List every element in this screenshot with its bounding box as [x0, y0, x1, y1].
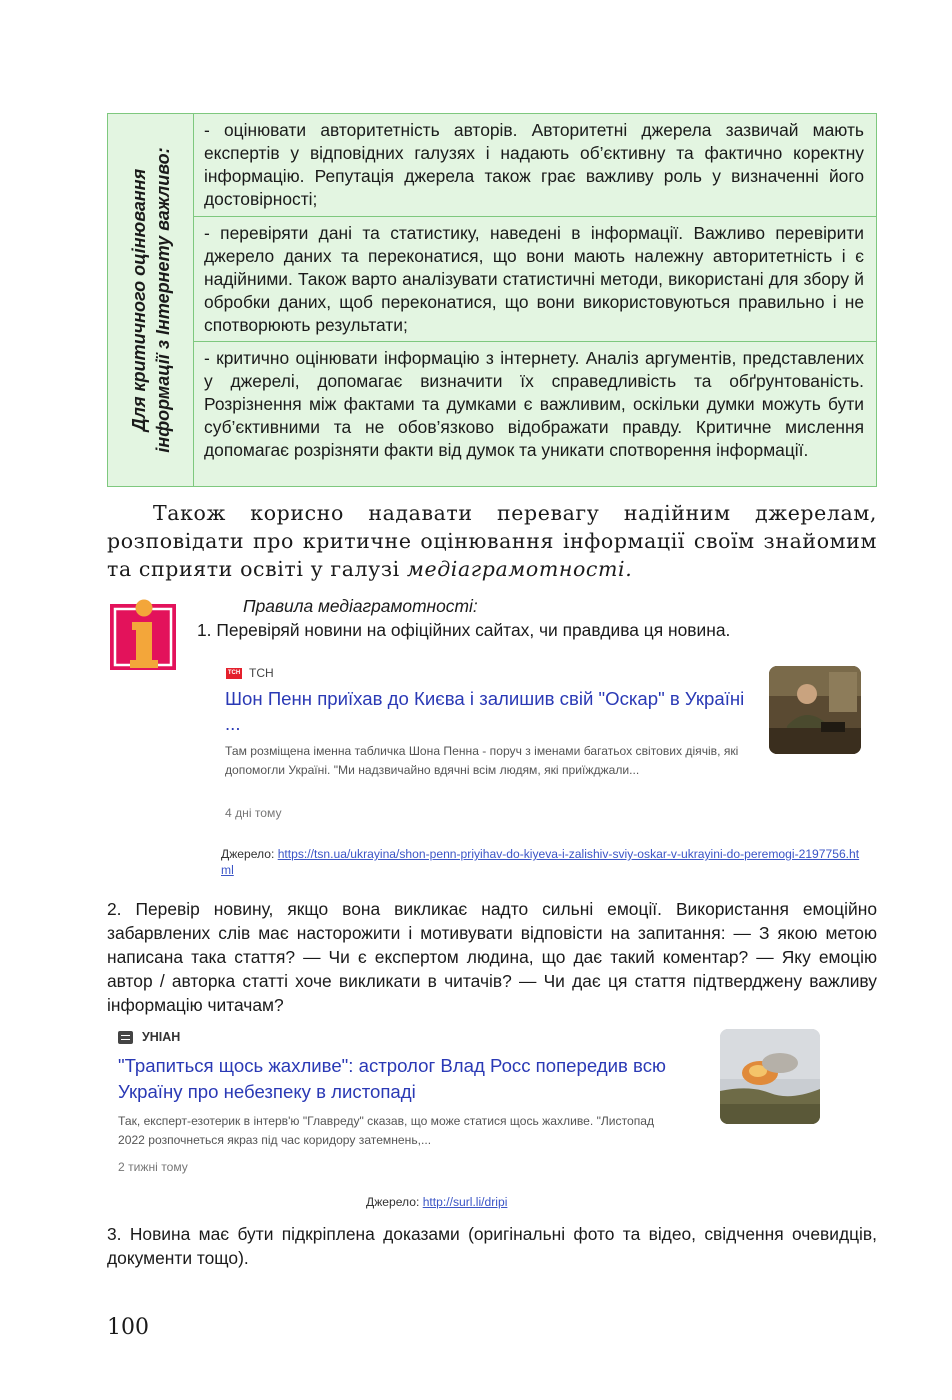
news-source: УНІАН [142, 1030, 181, 1044]
table-side-header [108, 114, 194, 486]
news-thumbnail-image[interactable] [720, 1029, 820, 1124]
paragraph-emphasis: медіаграмотності. [406, 557, 633, 581]
news-time: 2 тижні тому [118, 1160, 188, 1174]
rule-1: 1. Перевіряй новини на офіційних сайтах, чи правдива ця новина. [197, 620, 731, 640]
news-thumbnail-image[interactable] [769, 666, 861, 754]
tsn-logo-icon: ТСН [226, 668, 242, 679]
table-row: - оцінювати авторитетність авторів. Авторитетні джерела зазвичай мають експертів у відповідних галузях і надають об’єктивну та фактично коректну інформацію. Репутація джерела також грає важливу роль у визначенні його достовірності; [194, 114, 876, 217]
body-paragraph [107, 499, 877, 583]
source-label: Джерело: [221, 847, 278, 861]
source-url-link[interactable]: http://surl.li/dripi [422, 1195, 508, 1209]
table-side-label: Для критичного оцінювання інформації з Інтернету важливо: [128, 147, 173, 453]
news-title-link[interactable]: Шон Пенн приїхав до Києва і залишив свій "Оскар" в Україні ... [225, 688, 745, 734]
unian-logo-icon [118, 1031, 133, 1044]
news-source: ТСН [249, 666, 274, 680]
news-snippet: Там розміщена іменна табличка Шона Пенна - поруч з іменами багатьох світових діячів, які допомогли Україні. "Ми надзвичайно вдячні всім людям, які приїжджали... [225, 744, 739, 777]
table-rows [194, 114, 876, 486]
page-number: 100 [107, 1315, 149, 1340]
info-icon [110, 598, 176, 672]
news-source-row [118, 1030, 180, 1044]
table-row: - критично оцінювати інформацію з інтернету. Аналіз аргументів, представлених у джерелі, допомагає визначити їх справедливість та обґрунтованість. Розрізнення між фактами та думками є важливим, оскільки думки можуть бути суб’єктивними та не обов’язково відображати правду. Критичне мислення допомагає розрізняти факти від думок та уникати спотворення інформації. [204, 348, 864, 460]
news-title-link[interactable]: "Трапиться щось жахливе": астролог Влад Росс попередив всю Україну про небезпеку в листопаді [118, 1055, 666, 1102]
news-source-note [221, 846, 861, 878]
table-row: - перевіряти дані та статистику, наведені в інформації. Важливо перевірити джерело даних та переконатися, що вони мають належну авторитетність і є надійними. Також варто аналізувати статистичні методи, використані для збору й обробки даних, щоб переконатися, що вони використовуються правильно і не спотворюють результати; [194, 217, 876, 342]
news-source-row [226, 666, 274, 680]
rule-2: 2. Перевір новину, якщо вона викликає надто сильні емоції. Використання емоційно забарвлених слів має насторожити і мотивувати відповісти на запитання: — З якою метою написана така стаття? — Чи є експертом людина, що дає такий коментар? — Яку емоцію автор / авторка статті хоче викликати в читачів? — Чи дає ця стаття підтверджену важливу інформацію читачам? [107, 899, 877, 1015]
news-snippet: Так, експерт-езотерик в інтерв'ю "Главреду" сказав, що може статися щось жахливе. "Листопад 2022 розпочнеться якраз під час коридору затемнень,... [118, 1114, 655, 1147]
critical-evaluation-table [107, 113, 877, 487]
news-time: 4 дні тому [225, 806, 282, 820]
news-source-note [366, 1194, 507, 1210]
rules-title: Правила медіаграмотності: [243, 596, 478, 616]
paragraph-text: Також корисно надавати перевагу надійним джерелам, розповідати про критичне оцінювання інформації своїм знайомим та сприяти освіті у галузі [107, 501, 877, 581]
source-url-link[interactable]: https://tsn.ua/ukrayina/shon-penn-priyihav-do-kiyeva-i-zalishiv-sviy-oskar-v-ukrayini-do-peremogi-2197756.html [221, 847, 860, 877]
rule-3: 3. Новина має бути підкріплена доказами (оригінальні фото та відео, свідчення очевидців, документи тощо). [107, 1224, 877, 1268]
source-label: Джерело: [366, 1195, 423, 1209]
